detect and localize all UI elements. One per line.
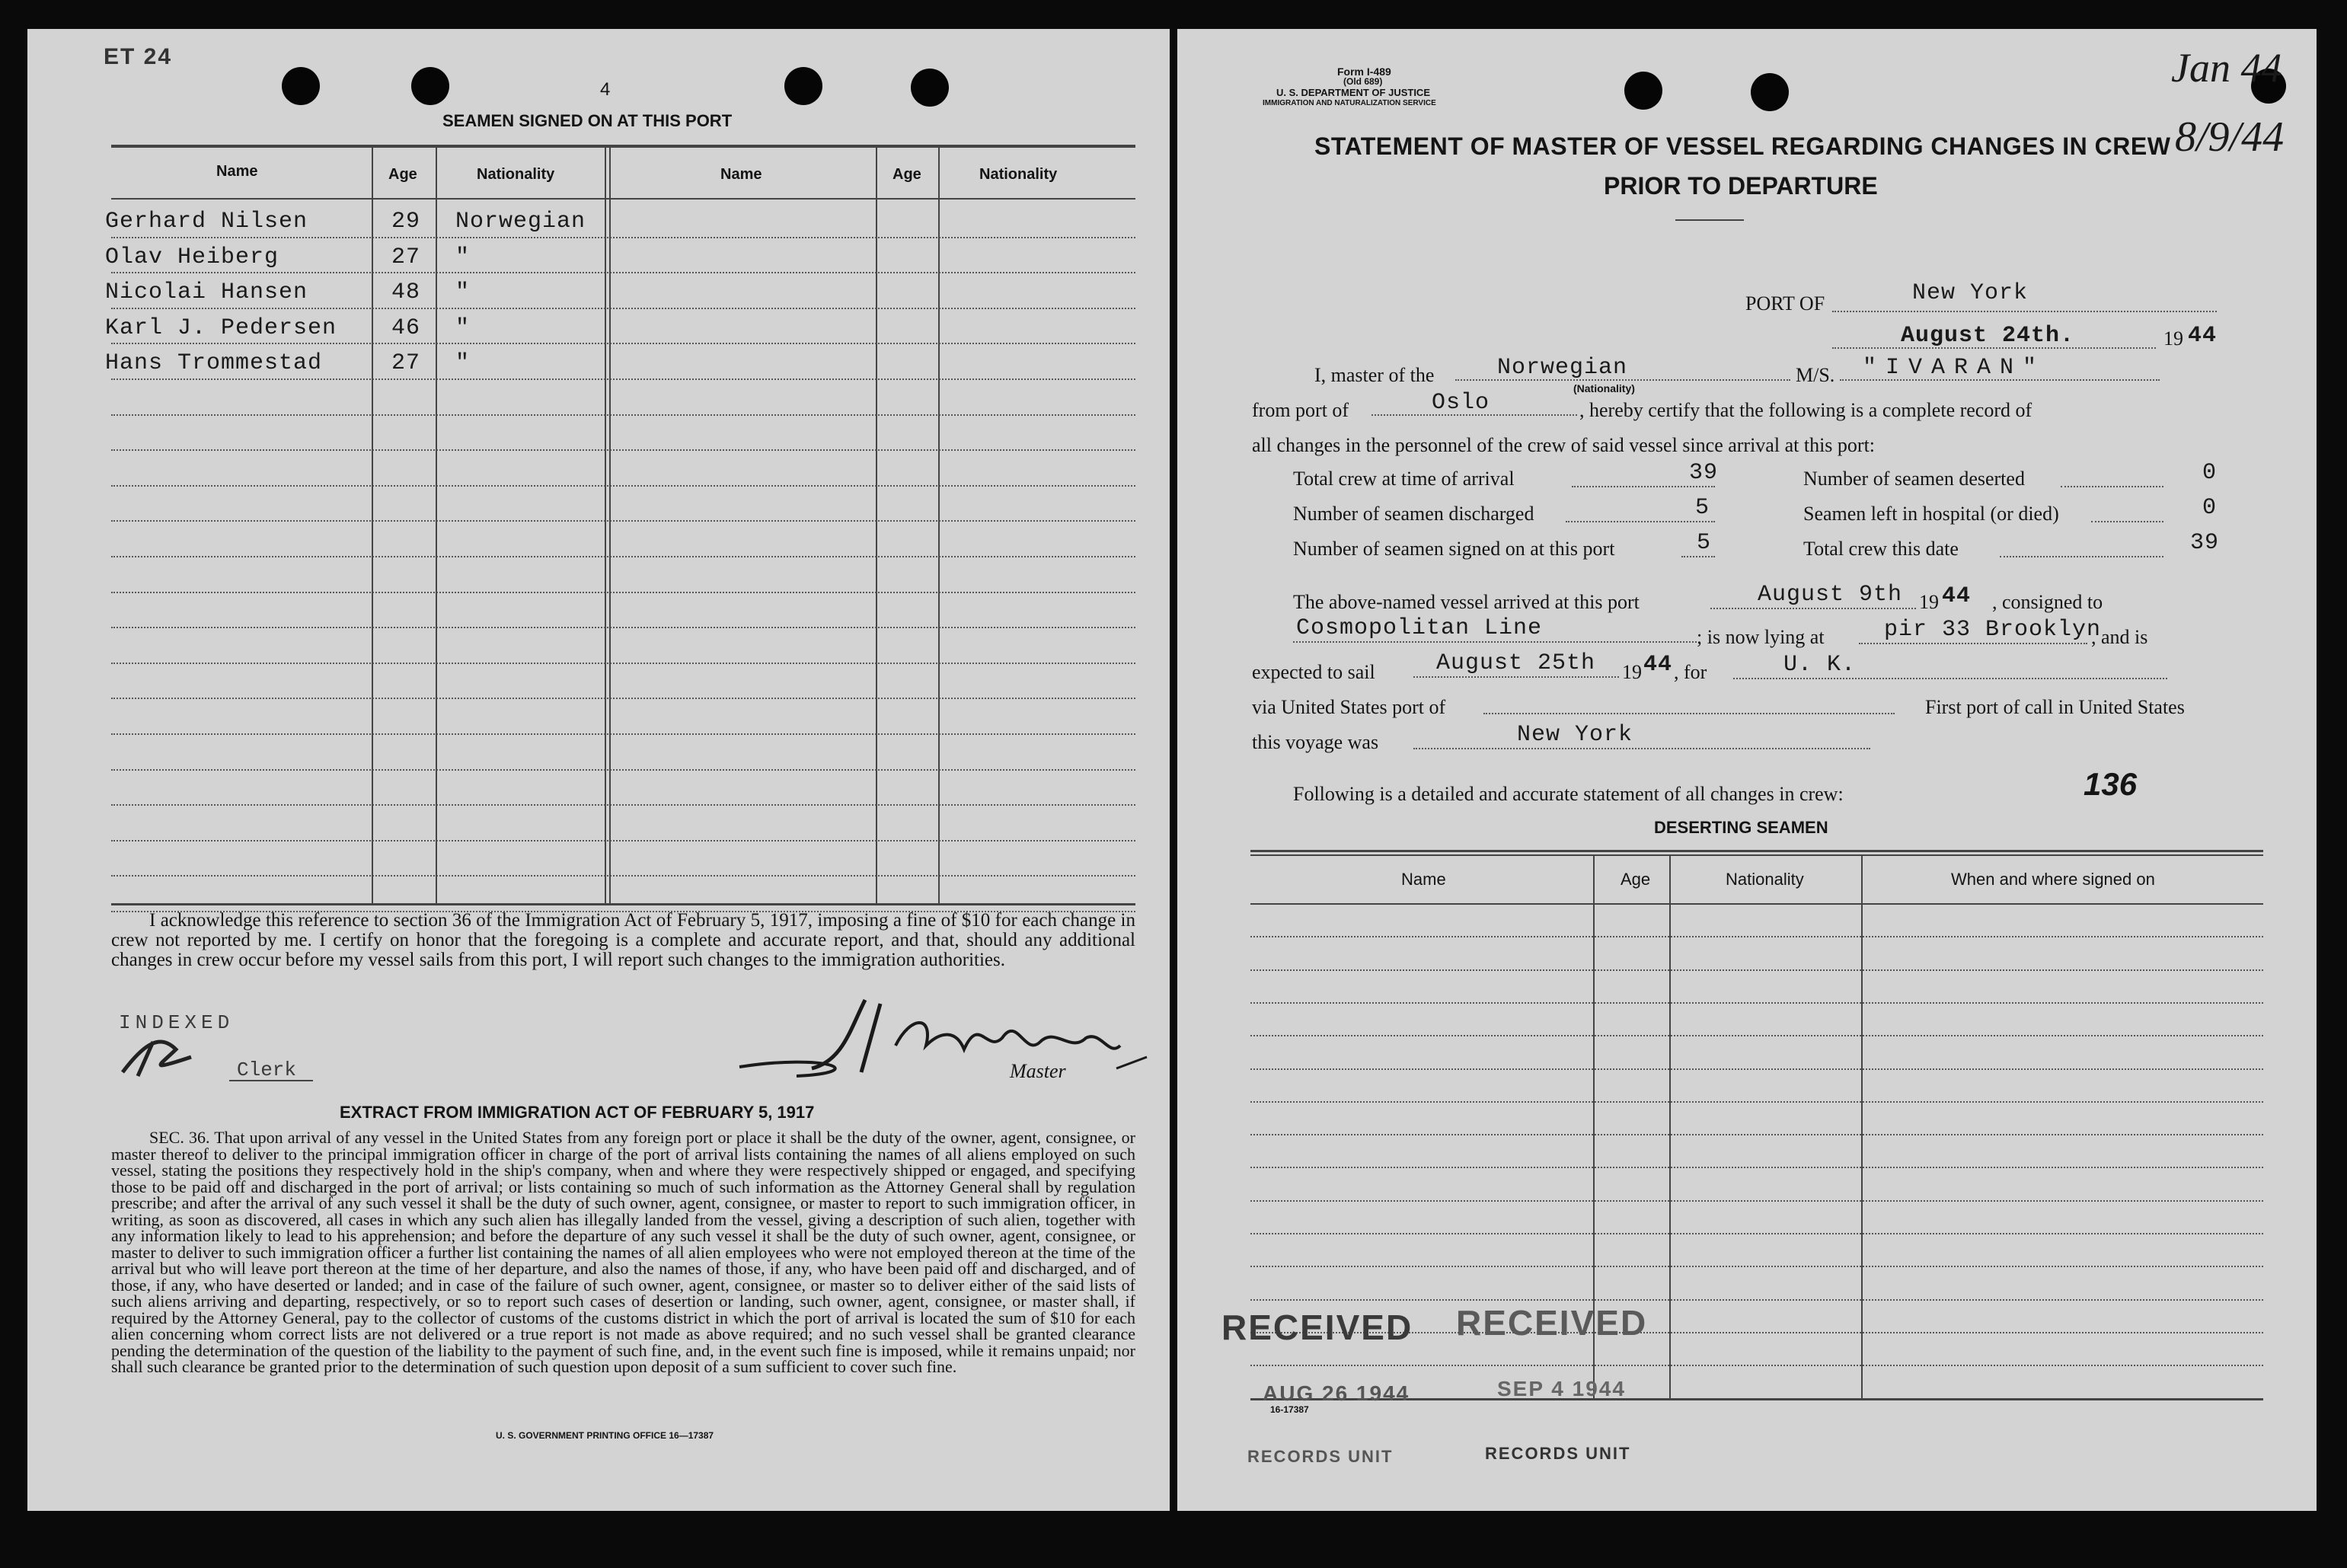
seaman-name: Nicolai Hansen xyxy=(105,279,308,306)
leader xyxy=(1566,521,1715,522)
vessel-line xyxy=(1840,379,2160,381)
seaman-name: Hans Trommestad xyxy=(105,350,323,377)
form-subtitle: PRIOR TO DEPARTURE xyxy=(1604,172,1878,200)
row-rule xyxy=(1250,1035,2263,1036)
row-rule xyxy=(111,698,1135,699)
seaman-nationality: " xyxy=(455,350,471,377)
first-port-value: New York xyxy=(1517,722,1633,748)
arrived-date: August 9th xyxy=(1758,582,1903,608)
row-rule xyxy=(1250,1233,2263,1234)
arrived-label: The above-named vessel arrived at this port xyxy=(1293,591,1640,613)
col-divider xyxy=(876,145,877,903)
seaman-nationality: " xyxy=(455,279,471,306)
seaman-age: 48 xyxy=(391,279,421,306)
header-nationality: Nationality xyxy=(477,166,555,183)
records-unit-stamp: RECORDS UNIT xyxy=(1485,1444,1631,1463)
vessel-name: "IVARAN" xyxy=(1863,355,2046,381)
row-rule xyxy=(111,769,1135,771)
acknowledgment-text: I acknowledge this reference to section 36 of the Immigration Act of February 5, 1917, imposing a fine of $10 for each change in crew not reported by me. I certify on honor that the foregoing is a complete and accurate report, and that, should any additional changes in crew occur before my vessel sails from this port, I will report such changes to the immigration authorities. xyxy=(111,910,1135,970)
sail-line xyxy=(1413,676,1619,678)
col-divider xyxy=(605,145,606,903)
form-old: (Old 689) xyxy=(1343,76,1383,87)
row-rule xyxy=(1250,1101,2263,1103)
table-top-rule xyxy=(1250,854,2263,856)
total-arrival-label: Total crew at time of arrival xyxy=(1293,468,1515,490)
date-line xyxy=(1832,347,2156,349)
total-arrival-value: 39 xyxy=(1689,460,1719,486)
row-rule xyxy=(111,592,1135,593)
service: IMMIGRATION AND NATURALIZATION SERVICE xyxy=(1263,99,1436,107)
seaman-age: 29 xyxy=(391,209,421,235)
col-divider xyxy=(436,145,437,903)
master-signature-drawing xyxy=(736,985,1162,1084)
first-port-label: First port of call in United States xyxy=(1925,696,2185,718)
header-age: Age xyxy=(388,166,417,183)
lying-label: ; is now lying at xyxy=(1697,626,1825,648)
discharged-value: 5 xyxy=(1695,495,1710,521)
nationality-caption: (Nationality) xyxy=(1573,382,1635,394)
col-divider xyxy=(938,145,940,903)
seaman-age: 27 xyxy=(391,350,421,377)
row-rule xyxy=(111,875,1135,877)
seaman-name: Gerhard Nilsen xyxy=(105,209,308,235)
consigned-label: , consigned to xyxy=(1992,591,2103,613)
from-port-label: from port of xyxy=(1252,399,1349,421)
leader xyxy=(2091,521,2163,522)
hospital-label: Seamen left in hospital (or died) xyxy=(1803,503,2059,525)
row-rule xyxy=(111,485,1135,487)
punch-hole xyxy=(1751,73,1789,111)
department: U. S. DEPARTMENT OF JUSTICE xyxy=(1276,87,1430,98)
following-label: Following is a detailed and accurate statement of all changes in crew: xyxy=(1293,783,1844,805)
header-age: Age xyxy=(1621,870,1651,889)
clerk-line xyxy=(229,1080,313,1081)
pier-line xyxy=(1859,643,2087,644)
header-age: Age xyxy=(892,166,921,183)
sail-year-suffix: 44 xyxy=(1643,652,1673,678)
for-label: , for xyxy=(1674,661,1707,683)
header-name: Name xyxy=(720,166,762,183)
row-rule xyxy=(1250,969,2263,971)
received-stamp: RECEIVED xyxy=(1456,1303,1648,1343)
row-rule xyxy=(111,627,1135,628)
row-rule xyxy=(111,556,1135,557)
seaman-nationality: " xyxy=(455,315,471,341)
seaman-age: 46 xyxy=(391,315,421,341)
total-date-value: 39 xyxy=(2190,530,2220,556)
table-top-rule xyxy=(1250,850,2263,852)
header-nationality: Nationality xyxy=(979,166,1058,183)
vessel-prefix: M/S. xyxy=(1796,364,1835,386)
handwritten-date: 8/9/44 xyxy=(2175,113,2285,161)
sail-year-prefix: 19 xyxy=(1622,661,1642,683)
stamp-code: 16-17387 xyxy=(1270,1404,1309,1415)
from-port-line xyxy=(1371,414,1577,416)
port-line xyxy=(1832,311,2217,312)
row-rule xyxy=(111,840,1135,841)
seaman-age: 27 xyxy=(391,244,421,270)
port-of-label: PORT OF xyxy=(1745,292,1825,315)
date-stamp: SEP 4 1944 xyxy=(1497,1377,1626,1400)
date-year-suffix: 44 xyxy=(2188,323,2218,349)
header-nationality: Nationality xyxy=(1726,870,1804,889)
form-title: STATEMENT OF MASTER OF VESSEL REGARDING CHANGES IN CREW xyxy=(1314,133,2171,160)
punch-hole xyxy=(1624,72,1662,110)
table-top-rule xyxy=(111,145,1135,148)
row-rule xyxy=(1250,1266,2263,1267)
leader xyxy=(2000,556,2163,557)
table-header-rule xyxy=(1250,903,2263,905)
row-rule xyxy=(1250,1134,2263,1135)
col-divider xyxy=(609,145,611,903)
page-number: 4 xyxy=(600,79,611,100)
signed-on-label: Number of seamen signed on at this port xyxy=(1293,538,1615,560)
pier-value: pir 33 Brooklyn xyxy=(1884,617,2102,643)
clerk-label: Clerk xyxy=(237,1059,297,1081)
table-bottom-rule xyxy=(111,903,1135,905)
voyage-line xyxy=(1413,748,1870,749)
acknowledgment-block xyxy=(111,911,1135,970)
leader xyxy=(1681,556,1715,557)
from-port-value: Oslo xyxy=(1432,390,1490,416)
left-page xyxy=(27,29,1170,1511)
date-year-prefix: 19 xyxy=(2163,327,2183,350)
corner-mark: ET 24 xyxy=(104,44,173,69)
form-id: Form I-489 xyxy=(1337,65,1391,78)
clerk-initial-mark xyxy=(115,1027,206,1080)
received-stamp: RECEIVED xyxy=(1221,1308,1413,1347)
header-when-where: When and where signed on xyxy=(1951,870,2155,889)
signed-on-value: 5 xyxy=(1697,530,1712,556)
nationality-line xyxy=(1455,379,1790,381)
row-rule xyxy=(111,449,1135,451)
file-number: 136 xyxy=(2084,766,2138,802)
arrived-year-suffix: 44 xyxy=(1942,583,1972,609)
row-rule xyxy=(111,520,1135,522)
row-rule xyxy=(1250,1200,2263,1202)
all-changes-text: all changes in the personnel of the crew of said vessel since arrival at this port: xyxy=(1252,434,1876,456)
date-stamp: AUG 26 1944 xyxy=(1263,1381,1410,1405)
extract-title: EXTRACT FROM IMMIGRATION ACT OF FEBRUARY 5, 1917 xyxy=(340,1103,815,1122)
deserted-value: 0 xyxy=(2202,460,2218,486)
row-rule xyxy=(1250,936,2263,937)
hospital-value: 0 xyxy=(2202,495,2218,521)
via-label: via United States port of xyxy=(1252,696,1446,718)
seaman-name: Olav Heiberg xyxy=(105,244,279,270)
records-unit-stamp: RECORDS UNIT xyxy=(1247,1447,1394,1466)
arrived-year-prefix: 19 xyxy=(1919,591,1939,613)
indexed-stamp: INDEXED xyxy=(119,1011,235,1034)
row-rule xyxy=(111,804,1135,806)
and-is-label: , and is xyxy=(2091,626,2148,648)
row-rule xyxy=(111,308,1135,309)
expected-label: expected to sail xyxy=(1252,661,1375,683)
row-rule xyxy=(111,733,1135,735)
table-header-rule xyxy=(111,198,1135,200)
punch-hole xyxy=(911,69,949,107)
sail-date: August 25th xyxy=(1436,650,1596,676)
row-rule xyxy=(111,663,1135,664)
nationality-value: Norwegian xyxy=(1497,355,1628,381)
certify-text: , hereby certify that the following is a complete record of xyxy=(1579,399,2032,421)
via-line xyxy=(1483,713,1895,714)
arrived-line xyxy=(1710,608,1916,609)
deserted-label: Number of seamen deserted xyxy=(1803,468,2025,490)
row-rule xyxy=(111,378,1135,380)
header-name: Name xyxy=(216,163,258,180)
row-rule xyxy=(1250,1068,2263,1070)
total-date-label: Total crew this date xyxy=(1803,538,1959,560)
header-name: Name xyxy=(1401,870,1446,889)
right-page xyxy=(1177,29,2317,1511)
leader xyxy=(2061,486,2163,487)
extract-text: SEC. 36. That upon arrival of any vessel in the United States from any foreign port or place it shall be the duty of the owner, agent, consignee, or master thereof to deliver to the principal immigration officer in charge of the port of arrival lists containing the names of all aliens employed on such vessel, stating the positions they respectively hold in the ship's company, when and where they were respectively shipped or engaged, and specifying those to be paid off and discharged in the port of arrival; or lists containing so much of such information as the Attorney General shall by regulation prescribe; and after the arrival of any such vessel it shall be the duty of such owner, agent, consignee, or master to report to such immigration officer, in writing, as soon as discovered, all cases in which any such alien has illegally landed from the vessel, giving a description of such alien, together with any information likely to lead to his apprehension; and before the departure of any such vessel it shall be the duty of such owner, agent, consignee, or master to deliver to such immigration officer a further list containing the names of all alien employees who were not employed thereon at the time of the arrival but who will leave port thereon at the time of her departure, and also the names of those, if any, who have been paid off and discharged, and of those, if any, who have deserted or landed; and in case of the failure of such owner, agent, consignee, or master so to deliver either of the said lists of such aliens arriving and departing, respectively, or so to report such cases of desertion or landing, such owner, agent, consignee, or master shall, if required by the Attorney General, pay to the collector of customs of the customs district in which the port of arrival is located the sum of $10 for each alien concerning whom correct lists are not delivered or a true report is not made as above required; and no such vessel shall be granted clearance pending the determination of the question of the liability to the payment of such fine, and, in the event such fine is imposed, while it remains unpaid; nor shall such clearance be granted prior to the determination of such question upon deposit of a sum sufficient to cover such fine. xyxy=(111,1128,1135,1376)
destination-value: U. K. xyxy=(1783,652,1857,678)
row-rule xyxy=(111,414,1135,416)
seaman-nationality: Norwegian xyxy=(455,209,586,235)
row-rule xyxy=(1250,1299,2263,1301)
row-rule xyxy=(1250,1002,2263,1004)
discharged-label: Number of seamen discharged xyxy=(1293,503,1534,525)
extract-block xyxy=(111,1129,1135,1375)
row-rule xyxy=(111,343,1135,344)
seaman-name: Karl J. Pedersen xyxy=(105,315,337,341)
voyage-label: this voyage was xyxy=(1252,731,1379,753)
handwritten-corner: Jan 44 xyxy=(2171,45,2282,91)
deserting-title: DESERTING SEAMEN xyxy=(1654,818,1828,837)
col-divider xyxy=(372,145,373,903)
title-rule xyxy=(1675,219,1744,221)
gpo-line: U. S. GOVERNMENT PRINTING OFFICE 16—17387 xyxy=(496,1430,714,1441)
port-of-value: New York xyxy=(1912,280,2029,306)
destination-line xyxy=(1733,678,2167,679)
row-rule xyxy=(111,272,1135,273)
master-label: Master xyxy=(1010,1060,1066,1082)
row-rule xyxy=(1250,1167,2263,1168)
seaman-nationality: " xyxy=(455,244,471,270)
punch-hole xyxy=(411,67,449,105)
leader xyxy=(1572,486,1715,487)
punch-hole xyxy=(784,67,822,105)
date-value: August 24th. xyxy=(1901,323,2075,349)
row-rule xyxy=(111,237,1135,238)
consignee-line xyxy=(1293,641,1697,643)
consignee-value: Cosmopolitan Line xyxy=(1296,615,1543,641)
punch-hole xyxy=(282,67,320,105)
row-rule xyxy=(1250,1365,2263,1366)
page-title: SEAMEN SIGNED ON AT THIS PORT xyxy=(442,111,733,130)
master-of-label: I, master of the xyxy=(1314,364,1435,386)
